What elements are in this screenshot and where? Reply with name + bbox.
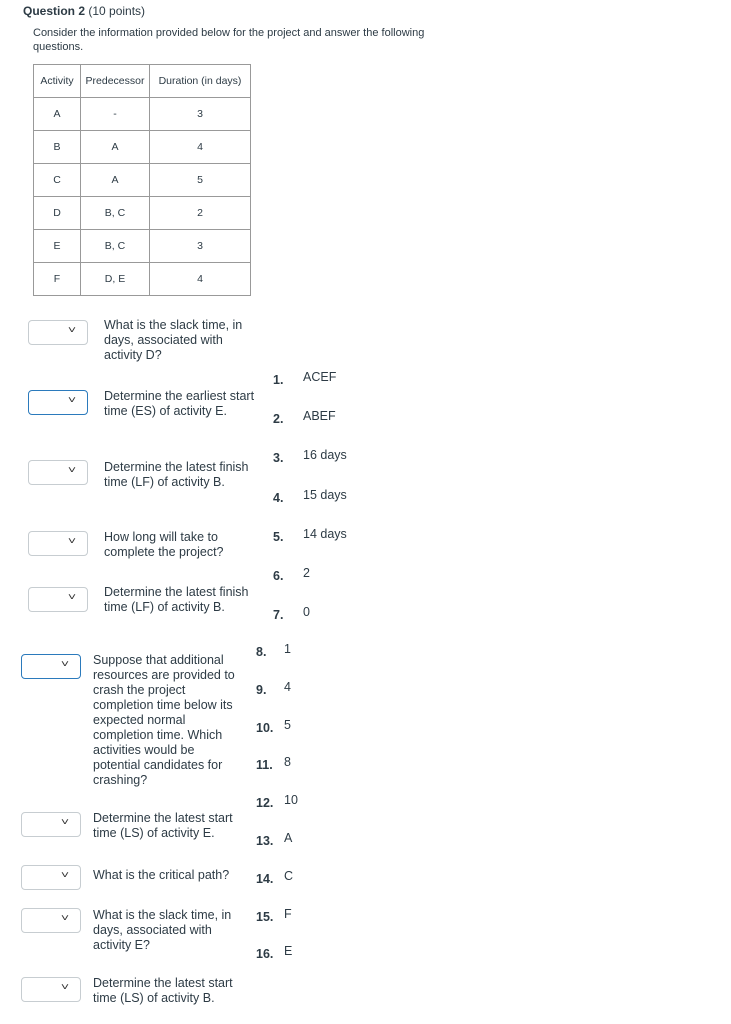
answer-dropdown[interactable] [21,977,81,1002]
table-cell: 5 [150,164,251,197]
answer-number: 15. [256,909,274,924]
answer-number: 4. [273,490,284,505]
answer-number: 11. [256,758,273,773]
answer-text: 16 days [303,448,347,463]
table-cell: C [34,164,81,197]
answer-text: 8 [284,755,291,770]
chevron-down-icon: ˅ [60,982,70,993]
table-cell: 2 [150,197,251,230]
chevron-down-icon: ˅ [67,592,77,603]
table-cell: B, C [81,197,150,230]
answer-text: ABEF [303,409,336,424]
table-cell: D [34,197,81,230]
answer-dropdown[interactable] [21,654,81,679]
answer-number: 13. [256,834,274,848]
table-cell: 4 [150,263,251,296]
question-prompt: Determine the latest finish time (LF) of activity B. [104,460,249,489]
question-number: Question 2 [23,4,86,18]
answer-number: 12. [256,796,274,811]
answer-dropdown[interactable] [28,531,88,556]
table-cell: A [81,164,150,197]
table-row [34,230,251,263]
answer-number: 6. [273,569,284,583]
question-prompt: Determine the latest start time (LS) of activity E. [93,811,233,840]
answer-text: 0 [303,605,310,620]
table-cell: A [81,131,150,164]
chevron-down-icon: ˅ [60,817,70,828]
answer-text: 2 [303,566,310,580]
answer-number: 8. [256,645,267,659]
answer-text: ACEF [303,370,337,384]
answer-number: 16. [256,947,274,962]
answer-number: 14. [256,871,274,886]
table-cell: B, C [81,230,150,263]
question-title [23,4,145,18]
answer-text: 14 days [303,526,347,541]
activity-table [33,64,251,296]
question-prompt: What is the slack time, in days, associated with activity D? [104,318,243,362]
table-cell: 3 [150,230,251,263]
answer-number: 10. [256,720,274,735]
table-row [34,131,251,164]
table-cell: A [34,98,81,131]
answer-number: 5. [273,529,284,544]
answer-dropdown[interactable] [28,390,88,415]
answer-dropdown[interactable] [28,460,88,485]
header-predecessor: Predecessor [81,65,150,98]
question-prompt: Determine the latest start time (LS) of activity B. [93,976,233,1005]
question-prompt: How long will take to complete the project? [104,530,224,559]
answer-dropdown[interactable] [28,320,88,345]
answer-dropdown[interactable] [21,908,81,933]
question-prompt: What is the slack time, in days, associated with activity E? [93,908,232,952]
answer-number: 7. [273,608,284,623]
question-points: (10 points) [88,4,146,18]
answer-text: F [284,906,292,921]
chevron-down-icon: ˅ [60,659,70,670]
table-row [34,98,251,131]
chevron-down-icon: ˅ [67,325,77,336]
chevron-down-icon: ˅ [67,395,77,406]
answer-text: 15 days [303,487,347,502]
table-row [34,263,251,296]
answer-number: 2. [273,412,284,427]
answer-text: 1 [284,642,291,656]
question-prompt: What is the critical path? [93,868,230,882]
table-cell: E [34,230,81,263]
table-row [34,164,251,197]
answer-number: 1. [273,373,284,387]
chevron-down-icon: ˅ [67,465,77,476]
header-duration: Duration (in days) [150,65,251,98]
table-cell: B [34,131,81,164]
chevron-down-icon: ˅ [67,536,77,547]
answer-dropdown[interactable] [21,865,81,890]
answer-text: C [284,868,294,883]
chevron-down-icon: ˅ [60,913,70,924]
table-row [34,197,251,230]
table-cell: - [81,98,150,131]
answer-text: 4 [284,679,291,694]
question-prompt: Suppose that additional resources are provided to crash the project completion time below its expected normal completion time. Which activities would be potential candidates for crashing? [93,653,235,787]
table-cell: D, E [81,263,150,296]
answer-number: 9. [256,682,267,697]
question-prompt: Determine the earliest start time (ES) of activity E. [104,389,255,418]
answer-text: A [284,831,293,845]
table-cell: 4 [150,131,251,164]
answer-text: 10 [284,793,298,808]
answer-number: 3. [273,451,284,466]
answer-text: 5 [284,717,291,732]
chevron-down-icon: ˅ [60,870,70,881]
header-activity: Activity [34,65,81,98]
table-cell: F [34,263,81,296]
table-header-row [34,65,251,98]
answer-dropdown[interactable] [28,587,88,612]
question-prompt: Determine the latest finish time (LF) of activity B. [104,585,249,614]
answer-dropdown[interactable] [21,812,81,837]
answer-text: E [284,944,293,959]
table-cell: 3 [150,98,251,131]
question-intro: Consider the information provided below for the project and answer the following questions. [33,27,425,53]
